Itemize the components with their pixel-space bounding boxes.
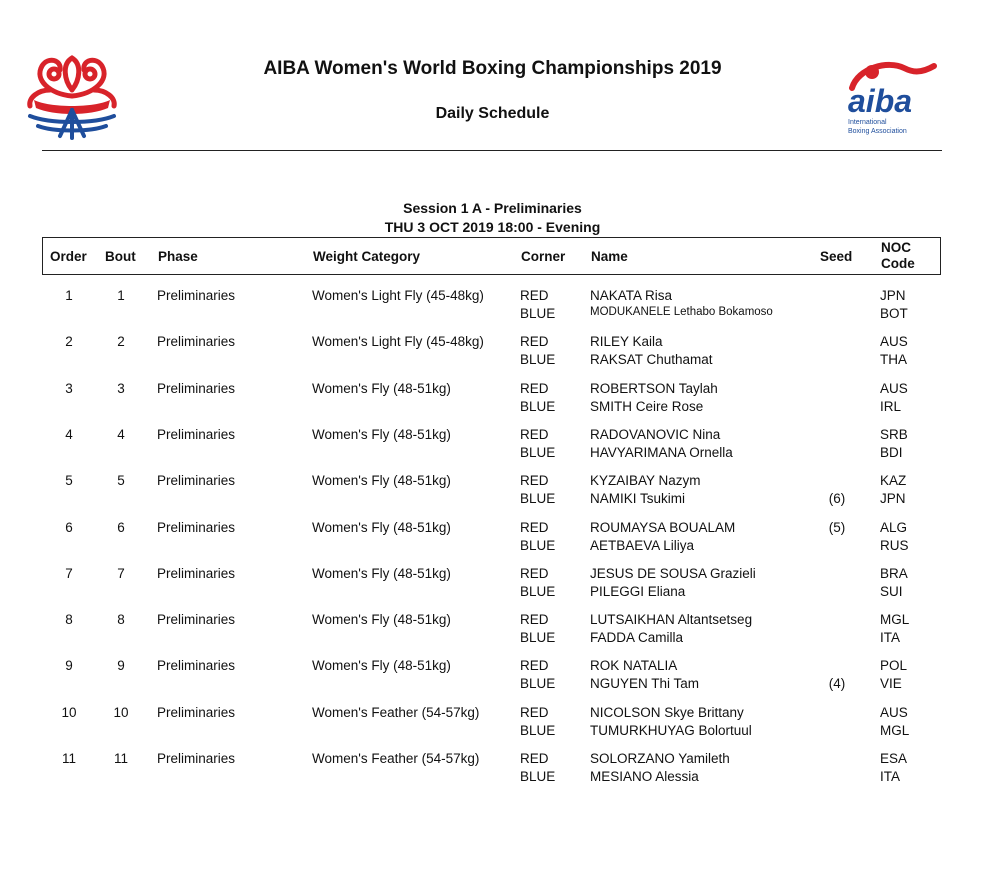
red-corner-label: RED: [520, 612, 549, 628]
bout-order: 1: [65, 288, 73, 303]
red-noc-code: ESA: [880, 751, 908, 766]
bout-phase: Preliminaries: [157, 380, 236, 396]
bout-order: 10: [61, 704, 77, 720]
bout-number: 7: [117, 565, 125, 581]
red-seed: (5): [828, 519, 846, 535]
bout-weight-category: Women's Fly (48-51kg): [312, 565, 451, 581]
red-boxer-name: NAKATA Risa: [590, 288, 673, 303]
red-noc-code: AUS: [880, 704, 908, 720]
blue-noc-code: JPN: [880, 491, 906, 507]
table-row: [0, 705, 985, 745]
table-row: [0, 473, 985, 513]
column-header-noc: [881, 240, 915, 272]
aiba-logo: [838, 58, 948, 140]
blue-seed: (4): [828, 676, 846, 692]
blue-noc-code: BOT: [880, 306, 908, 321]
bout-order: 9: [65, 658, 73, 674]
blue-boxer-name: PILEGGI Eliana: [590, 583, 686, 599]
bout-order: 7: [65, 565, 73, 581]
bout-weight-category: Women's Light Fly (45-48kg): [312, 288, 484, 303]
bout-number: 5: [117, 473, 125, 489]
blue-boxer-name: MODUKANELE Lethabo Bokamoso: [590, 306, 773, 318]
blue-boxer-name: HAVYARIMANA Ornella: [590, 444, 733, 460]
bout-phase: Preliminaries: [157, 751, 236, 766]
red-corner-label: RED: [520, 519, 549, 535]
red-boxer-name: KYZAIBAY Nazym: [590, 473, 701, 489]
session-datetime: THU 3 OCT 2019 18:00 - Evening: [384, 219, 601, 235]
table-row: [0, 612, 985, 652]
red-noc-code: JPN: [880, 288, 906, 303]
blue-boxer-name: AETBAEVA Liliya: [590, 537, 695, 553]
blue-boxer-name: SMITH Ceire Rose: [590, 398, 704, 414]
red-boxer-name: NICOLSON Skye Brittany: [590, 704, 744, 720]
bout-weight-category: Women's Fly (48-51kg): [312, 380, 451, 396]
blue-noc-code: ITA: [880, 630, 900, 646]
bout-weight-category: Women's Fly (48-51kg): [312, 658, 451, 674]
bout-number: 3: [117, 380, 125, 396]
red-noc-code: BRA: [880, 565, 908, 581]
table-row: [0, 520, 985, 560]
bout-phase: Preliminaries: [157, 426, 236, 442]
blue-noc-code: THA: [880, 352, 907, 368]
bout-number: 1: [117, 288, 125, 303]
column-header-name: Name: [591, 249, 628, 264]
column-header-bout: Bout: [105, 249, 136, 264]
blue-corner-label: BLUE: [520, 398, 556, 414]
blue-corner-label: BLUE: [520, 722, 556, 738]
red-corner-label: RED: [520, 704, 549, 720]
blue-noc-code: RUS: [880, 537, 909, 553]
column-header-order: Order: [50, 249, 87, 264]
column-header-weight: Weight Category: [313, 249, 421, 264]
blue-noc-code: ITA: [880, 769, 900, 784]
red-corner-label: RED: [520, 334, 549, 350]
red-corner-label: RED: [520, 288, 549, 303]
bout-number: 9: [117, 658, 125, 674]
red-noc-code: KAZ: [880, 473, 907, 489]
bout-phase: Preliminaries: [157, 658, 236, 674]
column-header-phase: Phase: [158, 249, 198, 264]
blue-boxer-name: RAKSAT Chuthamat: [590, 352, 713, 368]
table-row: [0, 334, 985, 374]
bout-phase: Preliminaries: [157, 334, 236, 350]
bout-weight-category: Women's Feather (54-57kg): [312, 704, 480, 720]
bout-number: 6: [117, 519, 125, 535]
red-noc-code: ALG: [880, 519, 908, 535]
table-row: [0, 566, 985, 606]
bout-order: 6: [65, 519, 73, 535]
blue-boxer-name: MESIANO Alessia: [590, 769, 699, 784]
blue-corner-label: BLUE: [520, 583, 556, 599]
aiba-logo-text: aiba: [848, 83, 913, 119]
bout-order: 11: [61, 751, 76, 766]
blue-corner-label: BLUE: [520, 491, 556, 507]
bout-phase: Preliminaries: [157, 612, 236, 628]
bout-phase: Preliminaries: [157, 288, 236, 303]
bout-number: 8: [117, 612, 125, 628]
red-boxer-name: RILEY Kaila: [590, 334, 663, 350]
bout-weight-category: Women's Fly (48-51kg): [312, 612, 451, 628]
header-divider: [42, 150, 942, 151]
red-noc-code: POL: [880, 658, 908, 674]
bout-order: 3: [65, 380, 73, 396]
bout-order: 5: [65, 473, 73, 489]
red-noc-code: SRB: [880, 426, 908, 442]
document-subtitle: Daily Schedule: [435, 105, 550, 122]
table-row: [0, 427, 985, 467]
bout-order: 8: [65, 612, 73, 628]
blue-boxer-name: NGUYEN Thi Tam: [590, 676, 700, 692]
bout-order: 4: [65, 426, 73, 442]
red-boxer-name: ROUMAYSA BOUALAM: [590, 519, 736, 535]
bout-weight-category: Women's Fly (48-51kg): [312, 473, 451, 489]
blue-noc-code: VIE: [880, 676, 902, 692]
blue-corner-label: BLUE: [520, 444, 556, 460]
red-boxer-name: SOLORZANO Yamileth: [590, 751, 730, 766]
column-header-noc-line1: NOC: [881, 240, 911, 255]
red-corner-label: RED: [520, 565, 549, 581]
table-header: [42, 237, 941, 275]
table-row: [0, 751, 985, 791]
table-row: [0, 658, 985, 698]
red-noc-code: MGL: [880, 612, 910, 628]
red-corner-label: RED: [520, 380, 549, 396]
blue-corner-label: BLUE: [520, 352, 556, 368]
red-corner-label: RED: [520, 751, 549, 766]
blue-corner-label: BLUE: [520, 537, 556, 553]
red-corner-label: RED: [520, 426, 549, 442]
bout-phase: Preliminaries: [157, 519, 236, 535]
bout-number: 4: [117, 426, 125, 442]
bout-weight-category: Women's Fly (48-51kg): [312, 519, 451, 535]
bout-weight-category: Women's Light Fly (45-48kg): [312, 334, 484, 350]
blue-noc-code: SUI: [880, 583, 903, 599]
blue-corner-label: BLUE: [520, 676, 556, 692]
blue-noc-code: MGL: [880, 722, 910, 738]
red-boxer-name: ROK NATALIA: [590, 658, 678, 674]
red-noc-code: AUS: [880, 334, 908, 350]
blue-seed: (6): [828, 491, 846, 507]
blue-noc-code: IRL: [880, 398, 902, 414]
red-noc-code: AUS: [880, 380, 908, 396]
red-corner-label: RED: [520, 473, 549, 489]
bout-phase: Preliminaries: [157, 473, 236, 489]
bout-weight-category: Women's Fly (48-51kg): [312, 426, 451, 442]
blue-noc-code: BDI: [880, 444, 903, 460]
table-row: [0, 381, 985, 421]
column-header-corner: Corner: [521, 249, 566, 264]
red-boxer-name: RADOVANOVIC Nina: [590, 426, 721, 442]
blue-corner-label: BLUE: [520, 769, 556, 784]
column-header-seed: Seed: [820, 249, 853, 264]
blue-corner-label: BLUE: [520, 630, 556, 646]
session-title: Session 1 A - Preliminaries: [403, 200, 582, 216]
red-boxer-name: JESUS DE SOUSA Grazieli: [590, 565, 756, 581]
bout-number: 10: [113, 704, 129, 720]
red-boxer-name: LUTSAIKHAN Altantsetseg: [590, 612, 753, 628]
bout-number: 2: [117, 334, 125, 350]
aiba-logo-caption-2: Boxing Association: [848, 128, 907, 135]
table-row: [0, 288, 985, 328]
blue-boxer-name: NAMIKI Tsukimi: [590, 491, 686, 507]
column-header-noc-line2: Code: [881, 256, 915, 271]
aiba-logo-caption-1: International: [848, 119, 887, 126]
red-boxer-name: ROBERTSON Taylah: [590, 380, 718, 396]
bout-phase: Preliminaries: [157, 704, 236, 720]
bout-order: 2: [65, 334, 73, 350]
bout-phase: Preliminaries: [157, 565, 236, 581]
document-title: AIBA Women's World Boxing Championships 2019: [263, 58, 722, 79]
blue-boxer-name: FADDA Camilla: [590, 630, 684, 646]
red-corner-label: RED: [520, 658, 549, 674]
bout-number: 11: [113, 751, 128, 766]
blue-boxer-name: TUMURKHUYAG Bolortuul: [590, 722, 752, 738]
bout-weight-category: Women's Feather (54-57kg): [312, 751, 480, 766]
blue-corner-label: BLUE: [520, 306, 556, 321]
